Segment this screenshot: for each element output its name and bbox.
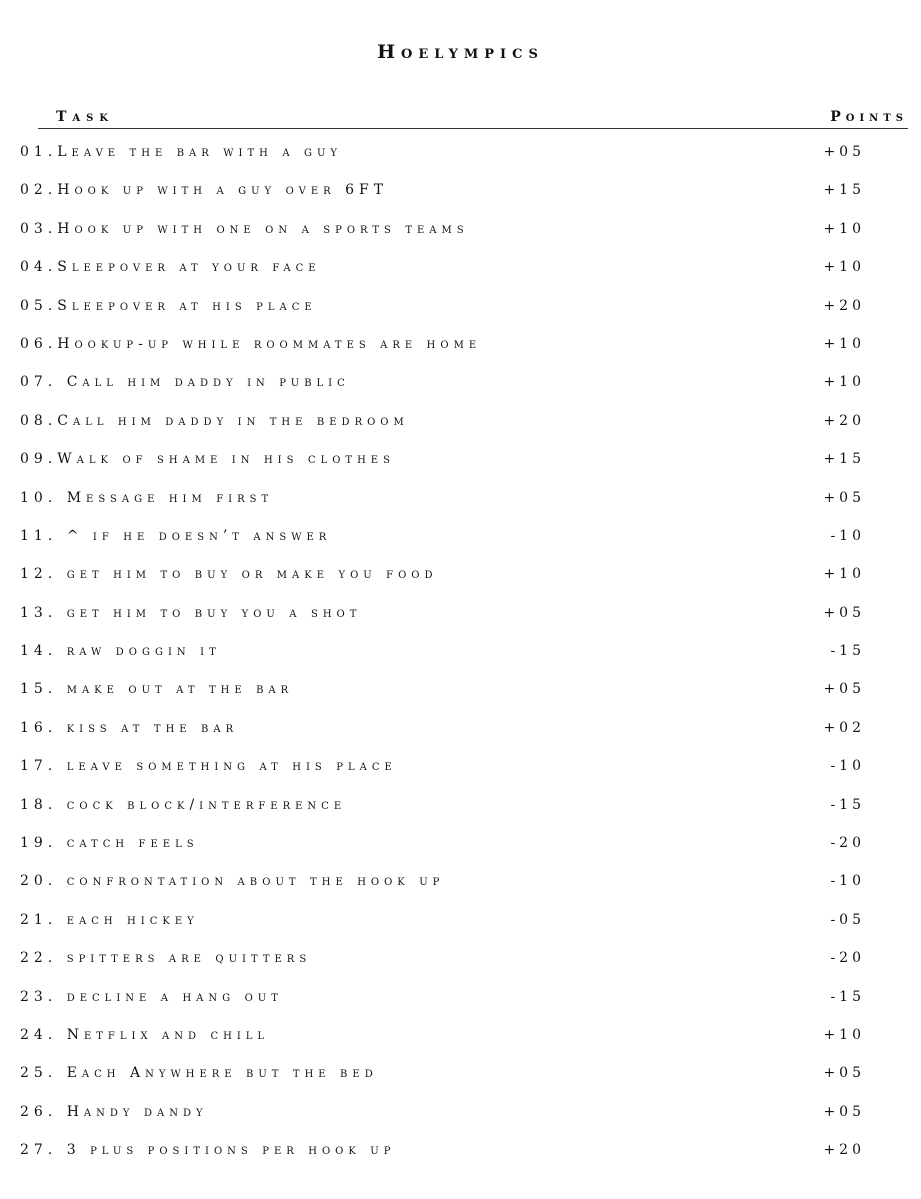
task-label: 13. get him to buy you a shot: [20, 604, 362, 621]
task-label: 22. spitters are quitters: [20, 950, 312, 967]
table-row: [0, 211, 921, 249]
table-row: [0, 595, 921, 633]
task-label: 04.Sleepover at your face: [20, 259, 321, 276]
table-row: [0, 249, 921, 287]
points-value: +20: [823, 297, 865, 314]
task-label: 24. Netflix and chill: [20, 1026, 270, 1043]
task-label: 23. decline a hang out: [20, 988, 283, 1005]
task-label: 12. get him to buy or make you food: [20, 566, 438, 583]
table-row: [0, 710, 921, 748]
points-value: +05: [823, 489, 865, 506]
points-value: +20: [823, 1142, 865, 1159]
task-label: 18. cock block/interference: [20, 796, 347, 813]
points-value: -20: [830, 950, 865, 967]
task-column-header: Task: [56, 109, 115, 125]
table-row: [0, 326, 921, 364]
points-value: +05: [823, 144, 865, 160]
task-label: 26. Handy dandy: [20, 1103, 208, 1120]
points-value: +10: [823, 374, 865, 391]
points-value: +20: [823, 412, 865, 429]
points-value: +15: [823, 182, 865, 199]
task-label: 20. confrontation about the hook up: [20, 873, 445, 890]
task-label: 02.Hook up with a guy over 6FT: [20, 182, 389, 199]
task-label: 11. ^ if he doesn’t answer: [20, 527, 332, 544]
table-row: [0, 172, 921, 210]
task-label: 10. Message him first: [20, 489, 274, 506]
page-title: Hoelympics: [377, 41, 544, 63]
task-label: 07. Call him daddy in public: [20, 374, 350, 391]
points-value: +05: [823, 1065, 865, 1082]
table-row: [0, 134, 921, 172]
points-column-header: Points: [830, 109, 908, 125]
task-label: 16. kiss at the bar: [20, 719, 239, 736]
task-label: 09.Walk of shame in his clothes: [20, 451, 395, 468]
table-row: [0, 633, 921, 671]
table-row: [0, 1055, 921, 1093]
points-value: +10: [823, 1026, 865, 1043]
table-row: [0, 288, 921, 326]
points-value: -05: [830, 911, 865, 928]
task-label: 27. 3 plus positions per hook up: [20, 1142, 396, 1159]
points-value: +10: [823, 220, 865, 237]
points-value: +05: [823, 681, 865, 698]
table-row: [0, 748, 921, 786]
points-value: -15: [830, 988, 865, 1005]
points-value: -10: [830, 758, 865, 775]
points-value: -15: [830, 796, 865, 813]
table-row: [0, 480, 921, 518]
points-value: +05: [823, 1103, 865, 1120]
task-label: 25. Each Anywhere but the bed: [20, 1065, 378, 1082]
table-row: [0, 787, 921, 825]
points-value: +10: [823, 566, 865, 583]
points-value: +10: [823, 259, 865, 276]
table-row: [0, 825, 921, 863]
task-label: 15. make out at the bar: [20, 681, 294, 698]
table-row: [0, 902, 921, 940]
points-value: -10: [830, 527, 865, 544]
points-value: +10: [823, 335, 865, 352]
table-row: [0, 863, 921, 901]
task-list: [0, 134, 921, 1171]
table-row: [0, 364, 921, 402]
table-row: [0, 1132, 921, 1170]
task-label: 21. each hickey: [20, 911, 199, 928]
table-row: [0, 1094, 921, 1132]
task-label: 17. leave something at his place: [20, 758, 397, 775]
task-label: 03.Hook up with one on a sports teams: [20, 220, 469, 237]
table-row: [0, 403, 921, 441]
points-value: +02: [823, 719, 865, 736]
table-row: [0, 1017, 921, 1055]
task-label: 06.Hookup-up while roommates are home: [20, 335, 482, 352]
points-value: +05: [823, 604, 865, 621]
task-label: 14. raw doggin it: [20, 643, 221, 660]
task-label: 08.Call him daddy in the bedroom: [20, 412, 409, 429]
task-label: 01.Leave the bar with a guy: [20, 144, 343, 160]
table-row: [0, 518, 921, 556]
task-label: 19. catch feels: [20, 835, 199, 852]
table-row: [0, 940, 921, 978]
table-row: [0, 979, 921, 1017]
table-row: [0, 441, 921, 479]
task-label: 05.Sleepover at his place: [20, 297, 317, 314]
table-row: [0, 556, 921, 594]
points-value: -10: [830, 873, 865, 890]
table-row: [0, 671, 921, 709]
table-header: [38, 104, 908, 129]
points-value: -15: [830, 643, 865, 660]
points-value: -20: [830, 835, 865, 852]
points-value: +15: [823, 451, 865, 468]
